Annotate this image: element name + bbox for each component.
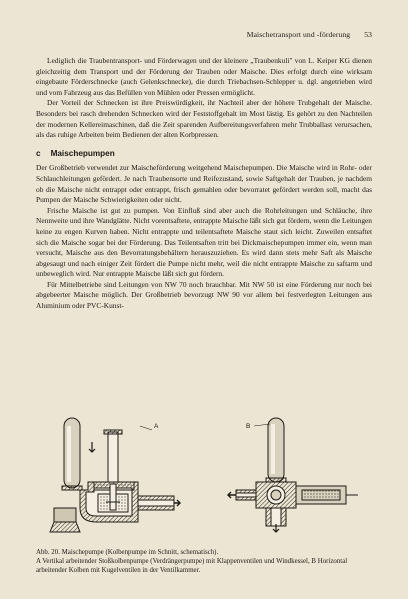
pump-illustration bbox=[40, 412, 370, 536]
running-title: Maischetransport und -förderung bbox=[246, 30, 351, 39]
figure-caption bbox=[36, 549, 372, 575]
paragraph: Der Vorteil der Schnecken ist ihre Preiswürdigkeit, ihr Nachteil aber der höhere Trubgehalt der Maische. Besonders bei rasch drehenden Schnecken wird der Feststoffgehalt im Most lästig. Es gehört zu den Nachteilen der modernen Kellereimaschinen, daß die Zeit sparenden Aufbereitungsverfahren mehr Trubballast verursachen, als das ruhige Arbeiten beim Bedienen der alten Korbpressen. bbox=[36, 98, 372, 140]
section-letter: c bbox=[36, 148, 41, 158]
page-number: 53 bbox=[364, 30, 372, 39]
caption-title: Abb. 20. Maischepumpe (Kolbenpumpe im Schnitt, schematisch). bbox=[36, 549, 219, 556]
figure-label-b: B bbox=[246, 423, 251, 430]
figure-label-a: A bbox=[154, 423, 159, 430]
section-heading bbox=[36, 149, 372, 160]
paragraph: Für Mittelbetriebe sind Leitungen von NW 70 noch brauchbar. Mit NW 50 ist eine Förderung nur noch bei abgebeerter Maische möglich. Der Großbetrieb bevorzugt NW 90 vor allem bei festverlegten Leitungen aus Aluminium oder PVC-Kunst- bbox=[36, 279, 372, 311]
section-title: Maischepumpen bbox=[50, 148, 115, 158]
paragraph: Der Großbetrieb verwendet zur Maischeförderung weitgehend Maischepumpen. Die Maische wird in Rohr- oder Schlauchleitungen gefördert. Je nach Traubensorte und Reifezustand, sowie Saftgehalt der Trauben, je nachdem ob die Maische nicht entrappt oder entrappt, frisch gemahlen oder bevorratet gefördert werden soll, macht das Pumpen der Maische Schwierigkeiten oder nicht. bbox=[36, 163, 372, 205]
pump-a-drawing bbox=[50, 418, 180, 532]
paragraph: Frische Maische ist gut zu pumpen. Von Einfluß sind aber auch die Rohrleitungen und Schläuche, ihre Nennweite und ihre Wandglätte. Nicht vorentsaftete, entrappte Maische läßt sich gut fördern, wenn die Leitungen keine zu engen Kurven haben. Nicht entrappte und teilentsaftete Maische staut sich leicht. Zuweilen entsaftet sich die Maische sogar bei der Förderung. Das Teilentsaften tritt bei Dickmaischepumpen immer ein, wenn man versucht, Maische aus den Bevorratungsbehältern herauszuziehen. Es wird dann stets mehr Saft als Maische abgesaugt und nach einiger Zeit fördert die Pumpe nicht mehr, weil die nicht entrappte Maische zu saftarm und unbeweglich wird. Nur entrappte Maische läßt sich gut fördern. bbox=[36, 205, 372, 279]
running-header bbox=[36, 30, 372, 39]
caption-description: A Vertikal arbeitender Stoßkolbenpumpe (Verdrängerpumpe) mit Klappenventilen und Windkessel, B Horizontal arbeitender Kolben mit Kugelventilen in der Ventilkammer. bbox=[36, 557, 348, 574]
paragraph: Lediglich die Traubentransport- und Förderwagen und der kleinere „Traubenkuli" von L. Keiper KG dienen gleichzeitig dem Transport und der Förderung der Trauben oder Maische. Dies erfolgt durch eine wirksam eingebaute Förderschnecke (auch Gelenkschnecke), die durch Triebachsen-Schlepper u. dgl. angetrieben wird und vom Fahrzeug aus das Befüllen von Mühlen oder Pressen ermöglicht. bbox=[36, 56, 372, 97]
body-text bbox=[36, 56, 372, 312]
pump-b-drawing bbox=[228, 418, 358, 532]
